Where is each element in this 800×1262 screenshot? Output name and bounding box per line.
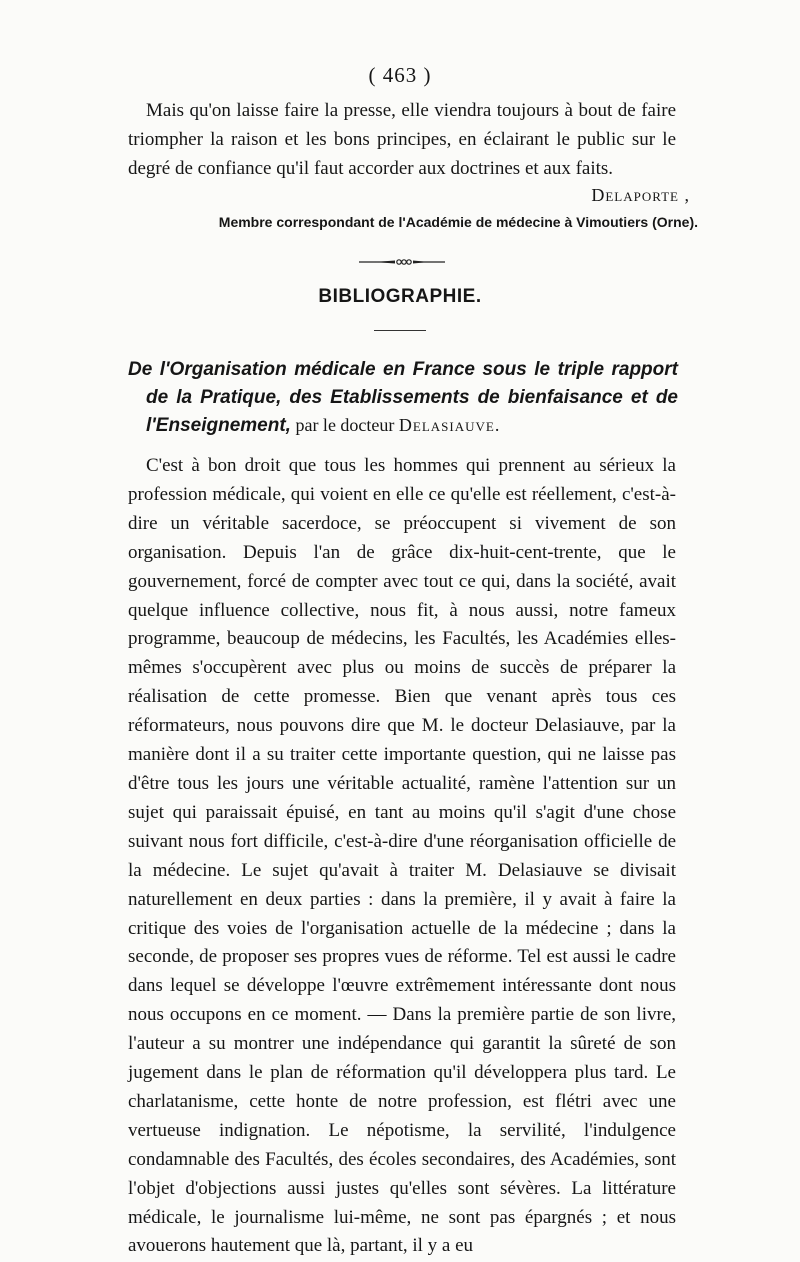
review-paragraph: C'est à bon droit que tous les hommes qui prennent au sérieux la profession médicale, qui voient en elle ce qu'elle est réellement, c'est-à-dire un véritable sacerdoce, se préoccupent si vivement de son organisation. Depuis l'an de grâce dix-huit-cent-trente, que le gouvernement, forcé de compter avec tout ce qui, dans la société, avait quelque influence collective, nous fit, à nous aussi, notre fameux programme, beaucoup de médecins, les Facultés, les Académies elles-mêmes s'occupèrent avec plus ou moins de succès de préparer la réalisation de cette promesse. Bien que venant après tous ces réformateurs, nous pouvons dire que M. le docteur Delasiauve, par la manière dont il a su traiter cette importante question, qui ne laisse pas d'être tous les jours une véritable actualité, ramène l'attention sur un sujet qui paraissait épuisé, en tant au moins qu'il s'agit d'une chose suivant nous fort difficile, c'est-à-dire d'une réorganisation officielle de la médecine. Le sujet qu'avait à traiter M. Delasiauve se divisait naturellement en deux parties : dans la première, il y avait à faire la critique des voies de l'organisation actuelle de la médecine ; dans la seconde, de proposer ses propres vues de réforme. Tel est aussi le cadre dans lequel se développe l'œuvre extrêmement intéressante dont nous nous occupons en ce moment. — Dans la première partie de son livre, l'auteur a su montrer une indépendance qui garantit la sûreté de son jugement dans le plan de réformation qu'il développera plus tard. Le charlatanisme, cette honte de notre profession, est flétri avec une vertueuse indignation. Le népotisme, la servilité, l'indulgence condamnable des Facultés, des écoles secondaires, des Académies, sont l'objet d'objections aussi justes qu'elles sont sévères. La littérature médicale, le journalisme lui-même, ne sont pas épargnés ; et nous avouerons hautement que là, partant, il y a eu [128,455,676,1257]
book-author: Delasiauve. [398,415,501,435]
book-citation [128,355,678,439]
signature-name: Delaporte , [591,185,690,205]
short-rule [374,330,426,331]
section-heading: BIBLIOGRAPHIE. [318,286,482,307]
book-by: par le docteur [290,415,399,435]
ornament-divider [357,257,447,267]
signature-title: Membre correspondant de l'Académie de médecine à Vimoutiers (Orne). [218,214,698,230]
opening-paragraph: Mais qu'on laisse faire la presse, elle viendra toujours à bout de faire triompher la raison et les bons principes, en éclairant le public sur le degré de confiance qu'il faut accorder aux doctrines et aux faits. [128,100,676,179]
book-title: De l'Organisation médicale en France sous le triple rapport de la Pratique, des Etablissements de bienfaisance et de l'Enseignement, [128,359,678,436]
page-number: ( 463 ) [368,63,432,87]
